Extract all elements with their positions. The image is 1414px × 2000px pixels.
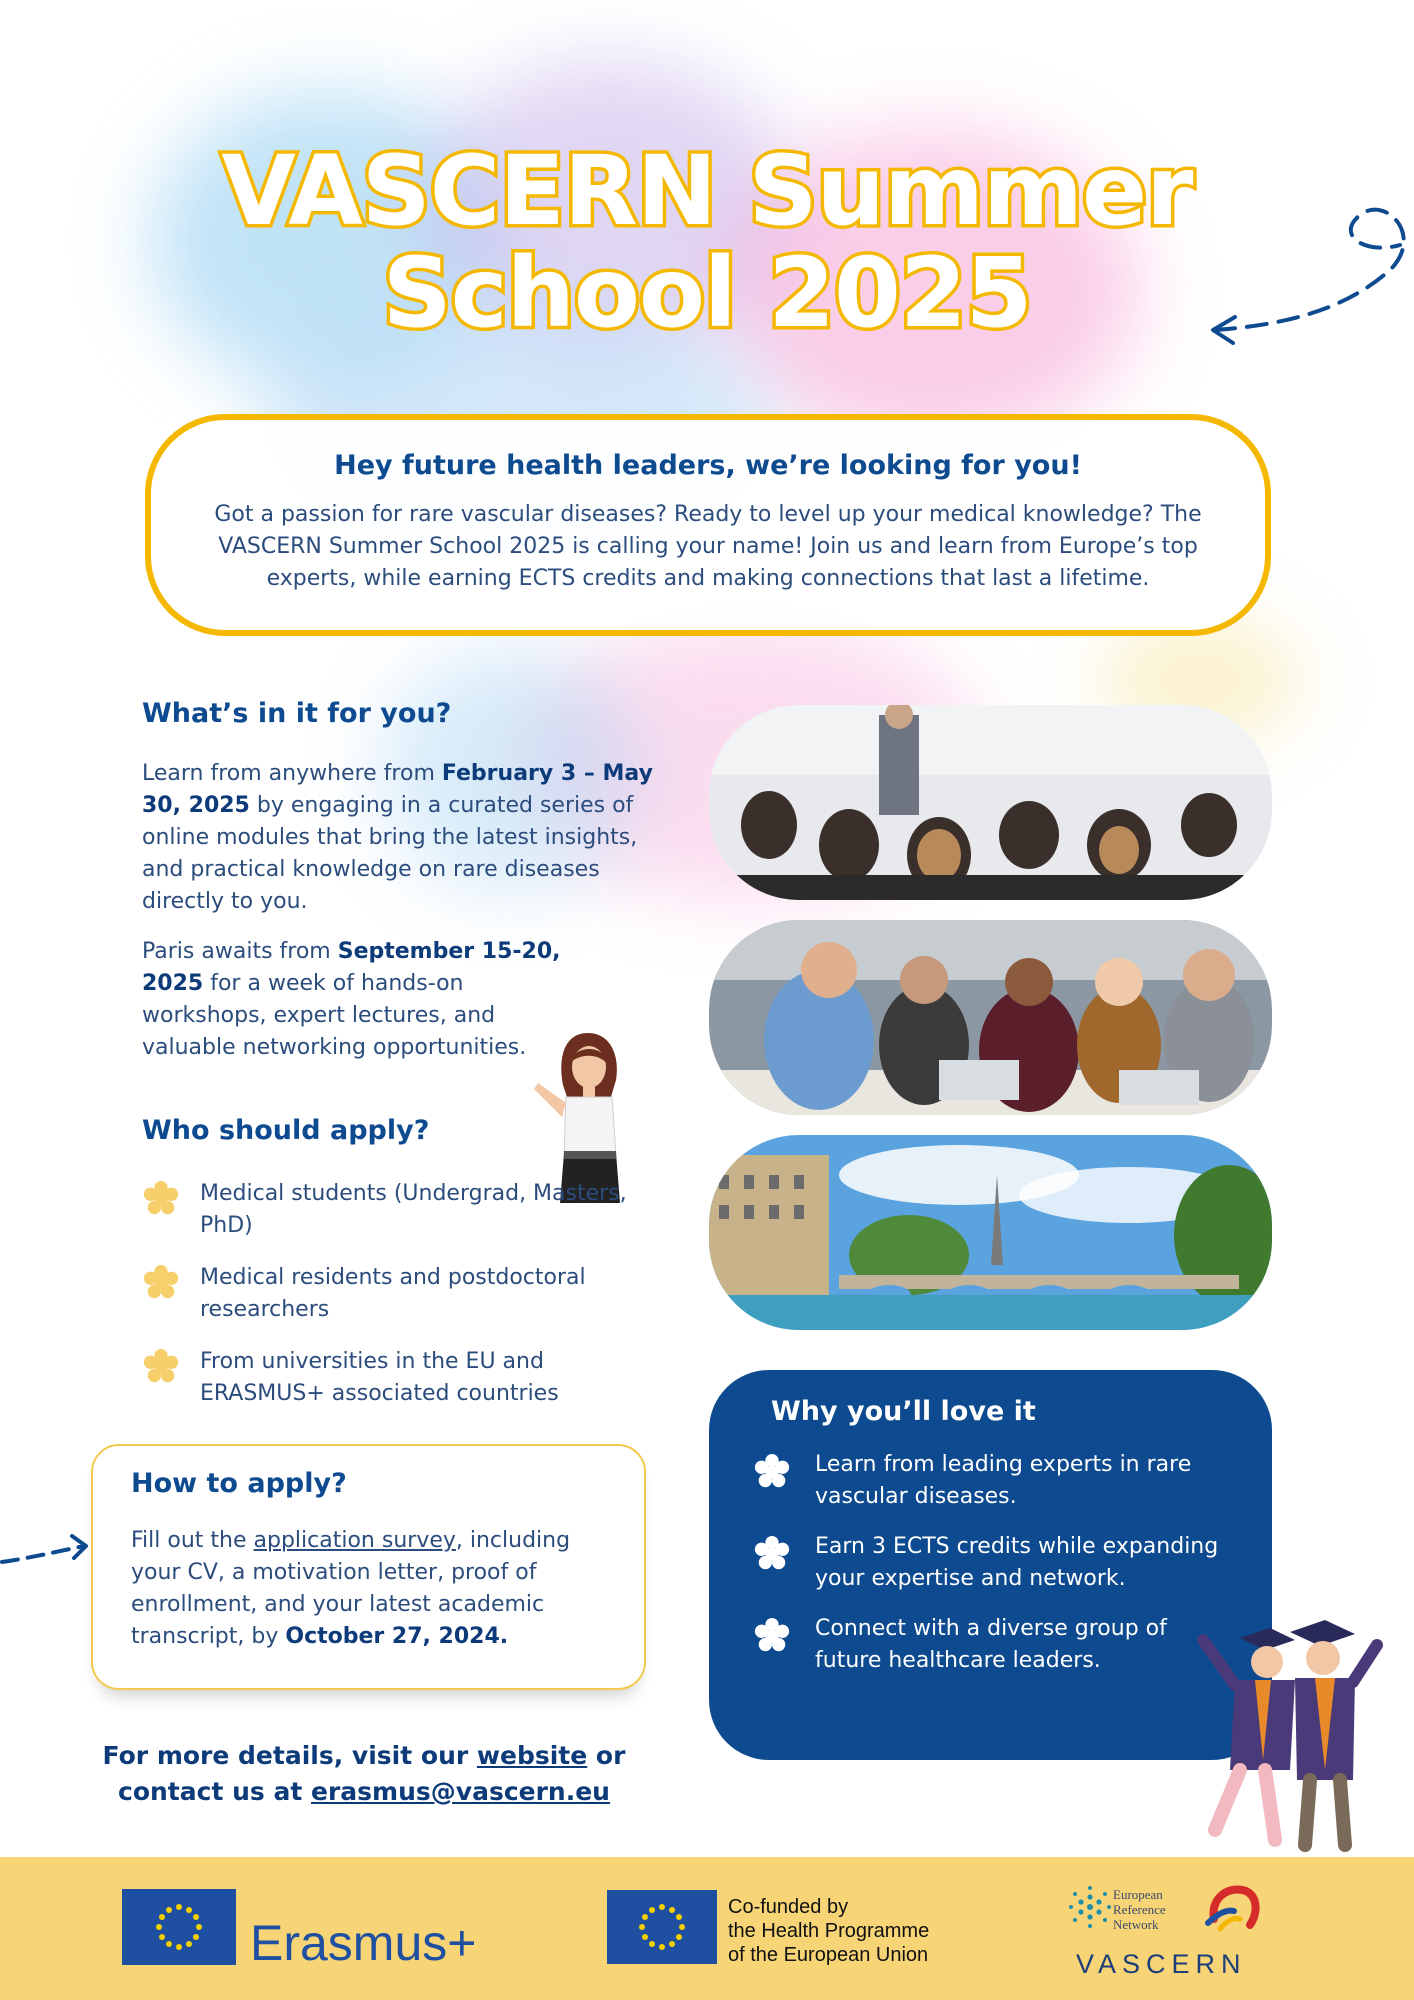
why-love-heading: Why you’ll love it [771, 1396, 1036, 1427]
dashed-arrow-icon [0, 1528, 92, 1568]
students-group-photo [709, 920, 1272, 1115]
why-love-item-text: Earn 3 ECTS credits while expanding your expertise and network. [815, 1534, 1219, 1591]
intro-text: Got a passion for rare vascular diseases? Ready to level up your medical knowledge? The VASCERN Summer School 2025 is calling your name! Join us and learn from Europe’s top experts, while earning ECTS credits and making connections that last a lifetime. [214, 502, 1202, 591]
who-item-text: Medical residents and postdoctoral researchers [200, 1265, 586, 1322]
why-love-item-text: Learn from leading experts in rare vascular diseases. [815, 1452, 1192, 1509]
ern-line: Reference [1113, 1902, 1166, 1917]
who-should-apply-heading: Who should apply? [142, 1115, 430, 1146]
online-modules-paragraph [142, 758, 662, 918]
yellow-flower-icon [142, 1180, 180, 1218]
lecture-hall-photo [709, 705, 1272, 900]
contact-pre: For more details, visit our [102, 1741, 477, 1770]
title-line-1: VASCERN Summer [221, 135, 1193, 247]
footer [0, 1857, 1414, 2000]
erasmus-logo-text: Erasmus+ [250, 1915, 477, 1971]
vascern-logo-text: VASCERN [1076, 1949, 1247, 1979]
paris-seine-photo [709, 1135, 1272, 1330]
paris-paragraph [142, 936, 582, 1064]
list-item [142, 1178, 630, 1242]
list-item [142, 1346, 630, 1410]
how-to-apply-box [91, 1444, 646, 1690]
cofunded-text [728, 1895, 929, 1967]
ern-line: Network [1113, 1917, 1159, 1932]
email-link[interactable]: erasmus@vascern.eu [311, 1777, 610, 1806]
vascern-logo [1200, 1879, 1264, 1935]
list-item [753, 1613, 1244, 1677]
cofunded-line: Co-funded by [728, 1896, 849, 1918]
list-item [142, 1262, 630, 1326]
online-dates: February 3 – May 30, 2025 [142, 761, 653, 818]
who-item-text: Medical students (Undergrad, Masters, PhD) [200, 1181, 627, 1238]
application-deadline: October 27, 2024. [285, 1624, 509, 1649]
paris-post: for a week of hands-on workshops, expert lectures, and valuable networking opportunities. [142, 971, 527, 1060]
eu-flag-icon [122, 1889, 236, 1965]
ern-text [1113, 1887, 1166, 1932]
paris-pre: Paris awaits from [142, 939, 338, 964]
cofunded-line: of the European Union [728, 1944, 929, 1966]
yellow-flower-icon [142, 1264, 180, 1302]
contact-mid: or contact us at [118, 1741, 626, 1806]
how-to-apply-text [131, 1525, 606, 1653]
intro-heading: Hey future health leaders, we’re looking for you! [334, 450, 1082, 481]
why-love-box [709, 1370, 1272, 1760]
list-item [753, 1449, 1244, 1513]
ern-line: European [1113, 1887, 1163, 1902]
ern-dots-logo [1068, 1885, 1112, 1929]
yellow-flower-icon [142, 1348, 180, 1386]
whats-in-it-heading: What’s in it for you? [142, 698, 452, 729]
website-link[interactable]: website [476, 1741, 588, 1770]
who-item-text: From universities in the EU and ERASMUS+ associated countries [200, 1349, 559, 1406]
contact-text [92, 1738, 636, 1810]
graduates-illustration [1195, 1620, 1385, 1855]
how-to-apply-heading: How to apply? [131, 1468, 347, 1499]
paris-dates: September 15-20, 2025 [142, 939, 561, 996]
eu-flag-icon [607, 1890, 717, 1964]
white-flower-icon [753, 1617, 791, 1655]
cofunded-line: the Health Programme [728, 1920, 930, 1942]
list-item [753, 1531, 1244, 1595]
intro-box [145, 414, 1271, 636]
online-post: by engaging in a curated series of online modules that bring the latest insights, and practical knowledge on rare diseases directly to you. [142, 793, 638, 914]
application-survey-link[interactable]: application survey [253, 1528, 456, 1553]
white-flower-icon [753, 1453, 791, 1491]
white-flower-icon [753, 1535, 791, 1573]
why-love-item-text: Connect with a diverse group of future healthcare leaders. [815, 1616, 1167, 1673]
online-pre: Learn from anywhere from [142, 761, 442, 786]
title-line-2: School 2025 [382, 237, 1032, 349]
howto-mid: , including your CV, a motivation letter, proof of enrollment, and your latest academic transcript, by [131, 1528, 571, 1649]
howto-pre: Fill out the [131, 1528, 254, 1553]
page-title [0, 135, 1414, 349]
